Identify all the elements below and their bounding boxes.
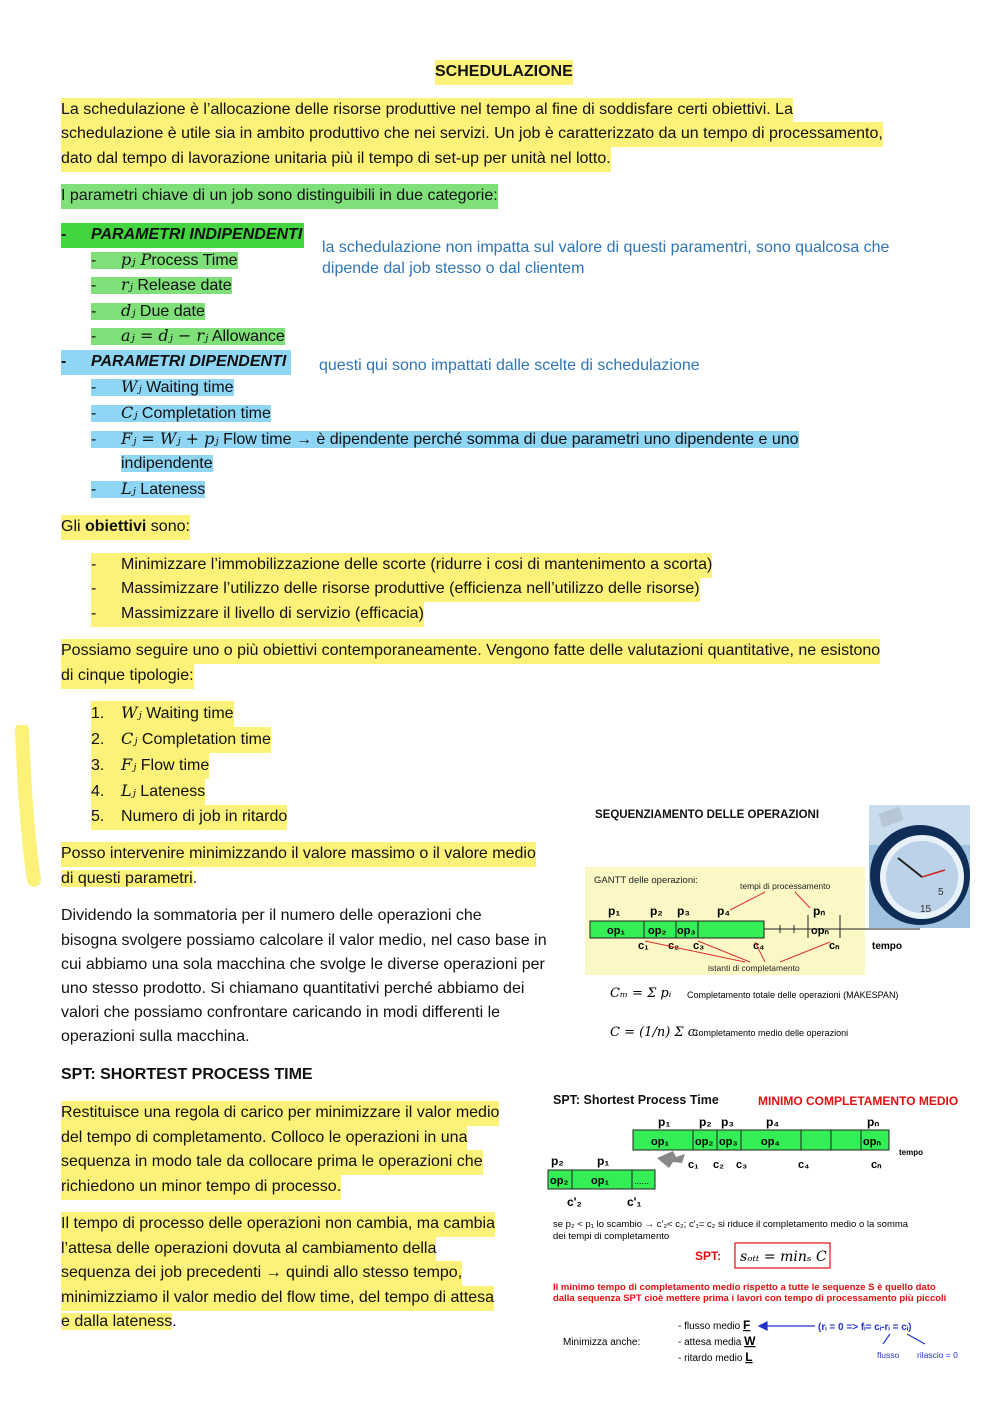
spt-c4: c₄	[798, 1159, 810, 1171]
spt-op1: op₁	[651, 1136, 669, 1148]
intro-line-1: La schedulazione è l’allocazione delle risorse produttive nel tempo al fine di soddisfare certi obiettivi. La	[61, 98, 793, 123]
numbered-item-3: 3. Fⱼ Flow time	[91, 753, 209, 779]
dep-note: questi qui sono impattati dalle scelte di schedulazione	[319, 357, 700, 374]
para-media-1: Dividendo la sommatoria per il numero delle operazioni che	[61, 907, 482, 924]
gantt-cn: cₙ	[829, 940, 840, 952]
intro-line-2: schedulazione è utile sia in ambito produttivo che nei servizi. Un job è caratterizzato da un tempo di processamento,	[61, 122, 883, 147]
para-media-4: uno stesso prodotto. Si chiamano quantitativi perché abbiamo dei	[61, 980, 525, 997]
gantt-op1: op₁	[607, 925, 625, 937]
gantt-p4: p₄	[717, 904, 731, 918]
fig2-title-red: MINIMO COMPLETAMENTO MEDIO	[758, 1094, 959, 1108]
red-note-1: Il minimo tempo di completamento medio rispetto a tutte le sequenze S è quello dato	[553, 1282, 936, 1293]
swap-note-2: dei tempi di completamento	[553, 1231, 670, 1242]
swap-p2: p₂	[551, 1154, 564, 1168]
highlighter-mark	[8, 725, 48, 890]
spt-para2-2: l’attesa delle operazioni dovuta al cambiamento della	[61, 1237, 436, 1262]
spt-c3: c₃	[736, 1159, 748, 1171]
spt-para2-4: minimizziamo il valor medio del flow time, del tempo di attesa	[61, 1286, 494, 1311]
rilascio-label: rilascio = 0	[917, 1350, 958, 1360]
gantt-opn: opₙ	[811, 925, 829, 937]
spt-c2: c₂	[713, 1159, 725, 1171]
para-media-3: cui abbiamo una sola macchina che svolge le diverse operazioni per	[61, 956, 545, 973]
svg-text:15: 15	[920, 904, 932, 915]
relation: (rᵢ = 0 => fᵢ= cᵢ-rᵢ = cᵢ)	[818, 1322, 912, 1333]
gantt-op2: op₂	[648, 925, 667, 937]
spt-para1-1: Restituisce una regola di carico per minimizzare il valor medio	[61, 1101, 499, 1126]
minimize-line-1: Posso intervenire minimizzando il valore massimo o il valore medio	[61, 842, 536, 867]
eval-line-1: Possiamo seguire uno o più obiettivi contemporaneamente. Vengono fatte delle valutazioni quantitative, ne esistono	[61, 639, 880, 664]
swap-op2: op₂	[550, 1175, 569, 1187]
dep-item-waiting-time: - Wⱼ Waiting time	[91, 377, 234, 396]
numbered-item-4: 4. Lⱼ Lateness	[91, 779, 205, 805]
gantt-c2: c₂	[668, 940, 680, 952]
swap-arrow-icon	[657, 1151, 685, 1168]
fig1-title: SEQUENZIAMENTO DELLE OPERAZIONI	[595, 809, 820, 821]
spt-op2: op₂	[695, 1136, 714, 1148]
cbar-formula: C = (1/n) Σ cᵢ	[610, 1025, 698, 1040]
spt-p2: p₂	[699, 1115, 712, 1129]
svg-text:5: 5	[938, 887, 944, 898]
dep-item-flow-time: - Fⱼ = Wⱼ + pⱼ Flow time → è dipendente perché somma di due parametri uno dipendente e uno	[91, 429, 799, 448]
list-flusso: - flusso medio F	[678, 1318, 751, 1332]
numbered-item-1: 1. Wⱼ Waiting time	[91, 701, 234, 727]
indep-item-process-time: - pⱼ Process Time	[91, 250, 238, 269]
cm-desc: Completamento totale delle operazioni (MAKESPAN)	[687, 990, 899, 1000]
list-attesa: - attesa media W	[678, 1334, 756, 1348]
page-title: SCHEDULAZIONE	[435, 60, 573, 85]
para-media-2: bisogna svolgere possiamo calcolare il valor medio, nel caso base in	[61, 932, 547, 949]
list-ritardo: - ritardo medio L	[678, 1350, 753, 1364]
params-intro: I parametri chiave di un job sono distinguibili in due categorie:	[61, 184, 498, 209]
gantt-c3: c₃	[693, 940, 705, 952]
objective-item: - Minimizzare l’immobilizzazione delle scorte (ridurre i cosi di mantenimento a scorta)	[91, 553, 712, 578]
dep-item-completation-time: - Cⱼ Completation time	[91, 403, 271, 422]
proc-label: tempi di processamento	[740, 881, 831, 891]
spt-para1-4: richiedono un minor tempo di processo.	[61, 1175, 341, 1200]
spt-para2-3: sequenza dei job precedenti → quindi allo stesso tempo,	[61, 1261, 462, 1286]
minimizza-label: Minimizza anche:	[563, 1337, 641, 1348]
eval-line-2: di cinque tipologie:	[61, 664, 194, 689]
cbar-desc: Completamento medio delle operazioni	[692, 1028, 849, 1038]
dep-item-flow-time-cont: indipendente	[121, 455, 213, 472]
spt-c1: c₁	[688, 1159, 699, 1171]
indep-heading: - PARAMETRI INDIPENDENTI	[61, 223, 304, 248]
spt-p1: p₁	[658, 1115, 671, 1129]
flusso-label: flusso	[877, 1350, 900, 1360]
fig2-title: SPT: Shortest Process Time	[553, 1093, 719, 1107]
swap-c2: c'₂	[567, 1195, 582, 1209]
intro-line-3: dato dal tempo di lavorazione unitaria più il tempo di set-up per unità nel lotto.	[61, 147, 611, 172]
numbered-item-2: 2. Cⱼ Completation time	[91, 727, 271, 753]
gantt-c1: c₁	[638, 940, 649, 952]
para-media-6: operazioni sulla macchina.	[61, 1028, 250, 1045]
gantt-p1: p₁	[608, 904, 621, 918]
spt-para2-5: e dalla lateness.	[61, 1313, 177, 1330]
indep-item-release-date: - rⱼ Release date	[91, 275, 232, 294]
dep-heading: - PARAMETRI DIPENDENTI	[61, 350, 291, 375]
objective-item: - Massimizzare l’utilizzo delle risorse produttive (efficienza nell’utilizzo delle risorse)	[91, 577, 700, 602]
red-note-2: dalla sequenza SPT cioè mettere prima i lavori con tempo di processamento più piccoli	[553, 1293, 947, 1304]
gantt-c4: c₄	[753, 940, 765, 952]
spt-para1-3: sequenza in modo tale da collocare prima le operazioni che	[61, 1150, 483, 1175]
spt-para1-2: del tempo di completamento. Colloco le operazioni in una	[61, 1126, 467, 1151]
spt-para2-1: Il tempo di processo delle operazioni non cambia, ma cambia	[61, 1212, 495, 1237]
spt-heading: SPT: SHORTEST PROCESS TIME	[61, 1066, 313, 1083]
indep-item-due-date: - dⱼ Due date	[91, 301, 205, 320]
minimize-line-2: di questi parametri.	[61, 870, 198, 887]
gantt-p3: p₃	[677, 904, 690, 918]
spt-cn: cₙ	[871, 1159, 882, 1171]
spt-op4: op₄	[761, 1136, 780, 1148]
compl-label: istanti di completamento	[708, 963, 800, 973]
gantt-op3: op₃	[677, 925, 696, 937]
dep-item-lateness: - Lⱼ Lateness	[91, 479, 206, 498]
swap-note-1: se p₂ < p₁ lo scambio → c'₂< c₂; c'₁= c₂ si riduce il completamento medio o la somma	[553, 1219, 909, 1230]
cm-formula: Cₘ = Σ pᵢ	[610, 986, 672, 1001]
spt-formula: sₒₜₜ = minₛ C	[740, 1249, 827, 1265]
indep-item-allowance: - aⱼ = dⱼ − rⱼ Allowance	[91, 326, 285, 345]
spt-tempo: tempo	[899, 1148, 923, 1157]
swap-op1: op₁	[591, 1175, 609, 1187]
spt-pn: pₙ	[867, 1115, 880, 1129]
gantt-label: GANTT delle operazioni:	[594, 875, 698, 886]
stopwatch-image	[869, 805, 970, 928]
gantt-tempo: tempo	[872, 941, 902, 952]
objectives-intro: Gli obiettivi sono:	[61, 515, 190, 540]
spt-opn: opₙ	[863, 1136, 881, 1148]
para-media-5: valori che possiamo confrontare caricando in modi differenti le	[61, 1004, 501, 1021]
indep-note: la schedulazione non impatta sul valore di questi paramentri, sono qualcosa che dipende dal job stesso o dal clientem	[322, 239, 890, 277]
swap-dots: ......	[634, 1176, 650, 1186]
objective-item: - Massimizzare il livello di servizio (efficacia)	[91, 602, 424, 627]
swap-p1: p₁	[597, 1154, 610, 1168]
sequencing-figure	[580, 800, 975, 1055]
swap-c1: c'₁	[627, 1195, 642, 1209]
spt-label: SPT:	[695, 1249, 722, 1263]
spt-p4: p₄	[766, 1115, 780, 1129]
numbered-item-5: 5. Numero di job in ritardo	[91, 805, 287, 830]
spt-figure	[545, 1088, 985, 1373]
gantt-pn: pₙ	[813, 904, 826, 918]
gantt-p2: p₂	[650, 904, 663, 918]
spt-op3: op₃	[719, 1136, 738, 1148]
spt-p3: p₃	[721, 1115, 734, 1129]
